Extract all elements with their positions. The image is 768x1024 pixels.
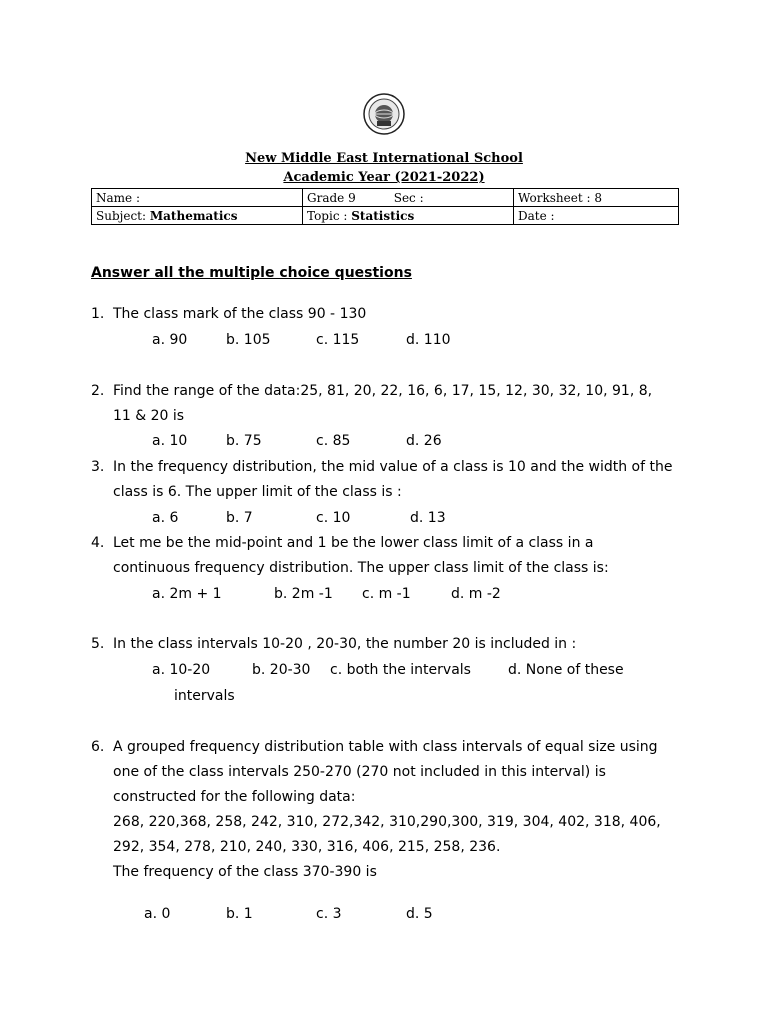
question-1 xyxy=(91,302,673,327)
option-a[interactable]: a. 10-20 xyxy=(152,662,211,678)
subject-label: Subject: xyxy=(96,208,147,223)
school-name: New Middle East International School xyxy=(245,151,523,166)
name-label: Name : xyxy=(96,190,140,205)
question-followup: The frequency of the class 370-390 is xyxy=(113,864,377,880)
question-3 xyxy=(91,455,673,505)
question-number: 6. xyxy=(91,739,105,755)
question-2 xyxy=(91,379,673,429)
option-b[interactable]: b. 1 xyxy=(226,906,253,922)
academic-year: Academic Year (2021-2022) xyxy=(283,170,485,185)
worksheet-label: Worksheet : 8 xyxy=(518,190,602,205)
option-d[interactable]: d. 110 xyxy=(406,332,451,348)
option-d[interactable]: d. 13 xyxy=(410,510,446,526)
date-label: Date : xyxy=(518,208,555,223)
sec-label: Sec : xyxy=(393,190,424,205)
question-number: 5. xyxy=(91,636,105,652)
question-number: 3. xyxy=(91,459,105,475)
option-c[interactable]: c. 85 xyxy=(316,433,351,449)
question-text: A grouped frequency distribution table with class intervals of equal size using one of the class intervals 250-270 (270 not included in this interval) is constructed for the following data: xyxy=(113,739,658,805)
worksheet-cell xyxy=(514,189,679,207)
topic-label: Topic : xyxy=(307,208,348,223)
option-b[interactable]: b. 75 xyxy=(226,433,262,449)
student-info-table xyxy=(91,188,679,225)
question-5 xyxy=(91,632,673,657)
question-text: In the frequency distribution, the mid value of a class is 10 and the width of the class is 6. The upper limit of the class is : xyxy=(113,459,673,500)
date-cell[interactable] xyxy=(514,207,679,225)
option-a[interactable]: a. 0 xyxy=(144,906,171,922)
option-d[interactable]: d. m -2 xyxy=(451,586,501,602)
option-b[interactable]: b. 7 xyxy=(226,510,253,526)
question-data: 268, 220,368, 258, 242, 310, 272,342, 310,290,300, 319, 304, 402, 318, 406, 292, 354, 278, 210, 240, 330, 316, 406, 215, 258, 236. xyxy=(113,814,661,855)
info-row-2 xyxy=(92,207,679,225)
option-a[interactable]: a. 90 xyxy=(152,332,188,348)
question-text: Find the range of the data:25, 81, 20, 22, 16, 6, 17, 15, 12, 30, 32, 10, 91, 8, 11 & 20 is xyxy=(113,383,653,424)
grade-sec-cell[interactable] xyxy=(303,189,514,207)
question-6 xyxy=(91,735,673,885)
question-number: 2. xyxy=(91,383,105,399)
question-text: Let me be the mid-point and 1 be the lower class limit of a class in a continuous frequency distribution. The upper class limit of the class is: xyxy=(113,535,609,576)
school-logo xyxy=(363,93,405,135)
subject-value: Mathematics xyxy=(149,208,238,223)
option-a[interactable]: a. 6 xyxy=(152,510,179,526)
option-c[interactable]: c. 10 xyxy=(316,510,351,526)
name-cell[interactable] xyxy=(92,189,303,207)
topic-cell xyxy=(303,207,514,225)
option-c[interactable]: c. 115 xyxy=(316,332,360,348)
question-number: 4. xyxy=(91,535,105,551)
option-b[interactable]: b. 105 xyxy=(226,332,271,348)
option-c[interactable]: c. 3 xyxy=(316,906,342,922)
question-number: 1. xyxy=(91,306,105,322)
subject-cell xyxy=(92,207,303,225)
grade-label: Grade 9 xyxy=(307,190,356,205)
option-b[interactable]: b. 20-30 xyxy=(252,662,311,678)
option-c[interactable]: c. m -1 xyxy=(362,586,411,602)
option-a[interactable]: a. 10 xyxy=(152,433,188,449)
option-d[interactable]: d. None of these xyxy=(508,662,624,678)
question-text: In the class intervals 10-20 , 20-30, the number 20 is included in : xyxy=(113,636,577,652)
info-row-1 xyxy=(92,189,679,207)
question-4 xyxy=(91,531,673,581)
option-d[interactable]: d. 5 xyxy=(406,906,433,922)
option-b[interactable]: b. 2m -1 xyxy=(274,586,333,602)
option-d[interactable]: d. 26 xyxy=(406,433,442,449)
question-text: The class mark of the class 90 - 130 xyxy=(113,306,367,322)
option-a[interactable]: a. 2m + 1 xyxy=(152,586,222,602)
topic-value: Statistics xyxy=(351,208,415,223)
option-d-continuation: intervals xyxy=(174,688,235,704)
option-c[interactable]: c. both the intervals xyxy=(330,662,471,678)
instruction-heading: Answer all the multiple choice questions xyxy=(91,265,412,281)
